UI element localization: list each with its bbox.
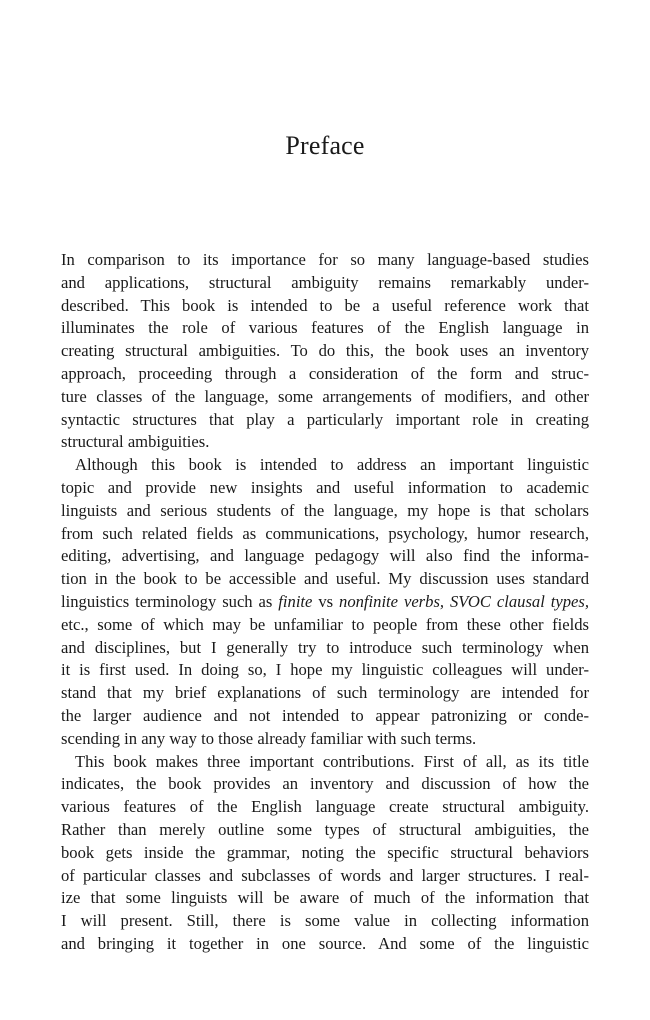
italic-term: finite [278, 591, 313, 611]
text-line: topic and provide new insights and useful information to academic [61, 477, 589, 497]
paragraph-2 [61, 454, 589, 750]
text-line: approach, proceeding through a consideration of the form and struc- [61, 363, 589, 383]
text-line: and bringing it together in one source. And some of the linguistic [61, 933, 589, 953]
page-title: Preface [285, 131, 365, 160]
text-line: creating structural ambiguities. To do this, the book uses an inventory [61, 341, 589, 361]
text-line: the larger audience and not intended to appear patronizing or conde- [61, 705, 589, 725]
text-line: indicates, the book provides an inventory and discussion of how the [61, 774, 589, 794]
text-line: This book makes three important contributions. First of all, as its title [75, 751, 589, 771]
text-line: syntactic structures that play a particularly important role in creating [61, 409, 589, 429]
text-line: and disciplines, but I generally try to introduce such terminology when [61, 637, 589, 657]
text-line: and applications, structural ambiguity remains remarkably under- [61, 272, 589, 292]
text-line: ture classes of the language, some arrangements of modifiers, and other [61, 386, 589, 406]
text-line: described. This book is intended to be a useful reference work that [61, 295, 589, 315]
text-line: book gets inside the grammar, noting the specific structural behaviors [61, 842, 589, 862]
text-line: linguists and serious students of the language, my hope is that scholars [61, 500, 589, 520]
text-segment: linguistics terminology such as [61, 591, 279, 611]
paragraph-3 [61, 751, 589, 956]
text-line: it is first used. In doing so, I hope my linguistic colleagues will under- [61, 660, 589, 680]
text-line: scending in any way to those already familiar with such terms. [61, 728, 477, 748]
text-line: structural ambiguities. [61, 432, 210, 452]
text-line: Although this book is intended to address an important linguistic [75, 455, 589, 475]
text-line: ize that some linguists will be aware of much of the information that [61, 888, 589, 908]
preface-body [61, 249, 589, 956]
text-segment: vs [312, 591, 340, 611]
text-line: etc., some of which may be unfamiliar to people from these other fields [61, 614, 589, 634]
text-line: I will present. Still, there is some value in collecting information [61, 911, 589, 931]
text-line: of particular classes and subclasses of words and larger structures. I real- [61, 865, 589, 885]
text-line-with-italics [61, 591, 589, 614]
text-line: In comparison to its importance for so many language-based studies [61, 250, 589, 269]
text-line: stand that my brief explanations of such terminology are intended for [61, 683, 589, 703]
text-line: tion in the book to be accessible and useful. My discussion uses standard [61, 569, 589, 589]
paragraph-1 [61, 249, 589, 454]
text-line: from such related fields as communications, psychology, humor research, [61, 523, 589, 543]
text-line: various features of the English language create structural ambiguity. [61, 797, 589, 817]
italic-term: nonfinite verbs, SVOC clausal types, [339, 591, 589, 611]
text-line: editing, advertising, and language pedagogy will also find the informa- [61, 546, 589, 566]
text-line: illuminates the role of various features of the English language in [61, 318, 589, 338]
text-line: Rather than merely outline some types of structural ambiguities, the [61, 819, 589, 839]
